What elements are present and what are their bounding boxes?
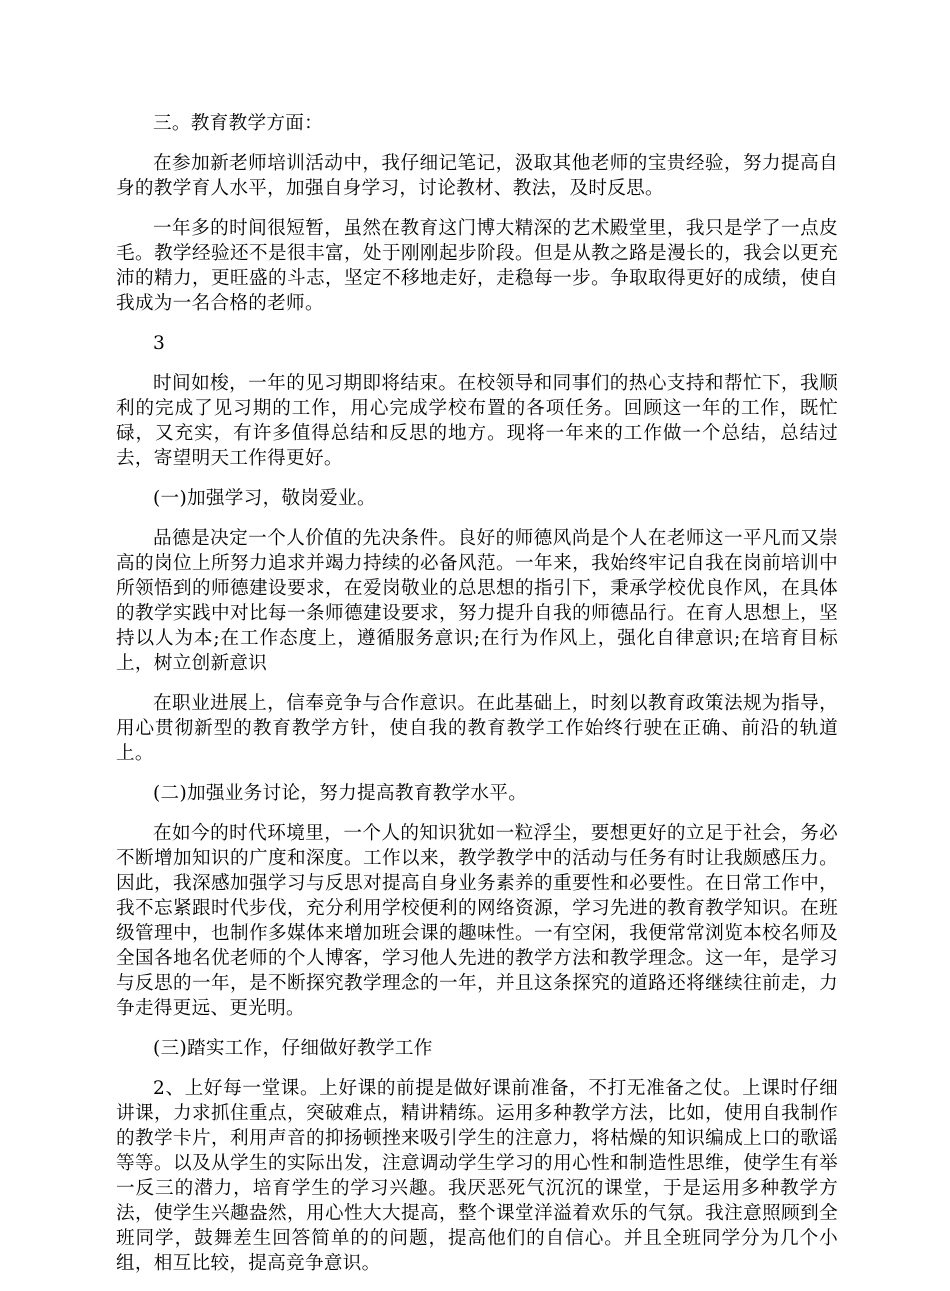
subheading-professional-discussion: (二)加强业务讨论，努力提高教育教学水平。 — [153, 783, 528, 804]
paragraph: 时间如梭，一年的见习期即将结束。在校领导和同事们的热心支持和帮忙下，我顺利的完成了见习期的工作，用心完成学校布置的各项任务。回顾这一年的工作，既忙碌，又充实，有许多值得总结和反思的地方。现将一年来的工作做一个总结，总结过去，寄望明天工作得更好。 — [116, 373, 838, 469]
paragraph: 2、上好每一堂课。上好课的前提是做好课前准备，不打无准备之仗。上课时仔细讲课，力求抓住重点，突破难点，精讲精练。运用多种教学方法，比如，使用自我制作的教学卡片，利用声音的抑扬顿挫来吸引学生的注意力，将枯燥的知识编成上口的歌谣等等。以及从学生的实际出发，注意调动学生学习的用心性和制造性思维，使学生有举一反三的潜力，培育学生的学习兴趣。我厌恶死气沉沉的课堂，于是运用多种教学方法，使学生兴趣盎然，用心性大大提高，整个课堂洋溢着欢乐的气氛。我注意照顾到全班同学，鼓舞差生回答简单的的问题，提高他们的自信心。并且全班同学分为几个小组，相互比较，提高竞争意识。 — [116, 1078, 838, 1274]
subheading-teaching-work: (三)踏实工作，仔细做好教学工作 — [153, 1038, 433, 1059]
paragraph: 在如今的时代环境里，一个人的知识犹如一粒浮尘，要想更好的立足于社会，务必不断增加知识的广度和深度。工作以来，教学教学中的活动与任务有时让我颇感压力。因此，我深感加强学习与反思对提高自身业务素养的重要性和必要性。在日常工作中，我不忘紧跟时代步伐，充分利用学校便利的网络资源，学习先进的教育教学知识。在班级管理中，也制作多媒体来增加班会课的趣味性。一有空闲，我便常常浏览本校名师及全国各地名优老师的个人博客，学习他人先进的教学方法和教学理念。这一年，是学习与反思的一年，是不断探究教学理念的一年，并且这条探究的道路还将继续往前走，力争走得更远、更光明。 — [116, 823, 838, 1019]
paragraph: 一年多的时间很短暂，虽然在教育这门博大精深的艺术殿堂里，我只是学了一点皮毛。教学经验还不是很丰富，处于刚刚起步阶段。但是从教之路是漫长的，我会以更充沛的精力，更旺盛的斗志，坚定不移地走好，走稳每一步。争取取得更好的成绩，使自我成为一名合格的老师。 — [116, 218, 838, 314]
section-number: 3 — [153, 333, 166, 354]
document-body — [116, 111, 838, 1291]
section-heading-education: 三。教育教学方面： — [153, 113, 324, 134]
paragraph: 在参加新老师培训活动中，我仔细记笔记，汲取其他老师的宝贵经验，努力提高自身的教学育人水平，加强自身学习，讨论教材、教法，及时反思。 — [116, 153, 838, 199]
subheading-study: (一)加强学习，敬岗爱业。 — [153, 488, 376, 509]
paragraph: 在职业进展上，信奉竞争与合作意识。在此基础上，时刻以教育政策法规为指导，用心贯彻新型的教育教学方针，使自我的教育教学工作始终行驶在正确、前沿的轨道上。 — [116, 693, 838, 764]
paragraph: 品德是决定一个人价值的先决条件。良好的师德风尚是个人在老师这一平凡而又崇高的岗位上所努力追求并竭力持续的必备风范。一年来，我始终牢记自我在岗前培训中所领悟到的师德建设要求，在爱岗敬业的总思想的指引下，秉承学校优良作风，在具体的教学实践中对比每一条师德建设要求，努力提升自我的师德品行。在育人思想上，坚持以人为本;在工作态度上，遵循服务意识;在行为作风上，强化自律意识;在培育目标上，树立创新意识 — [116, 528, 838, 674]
